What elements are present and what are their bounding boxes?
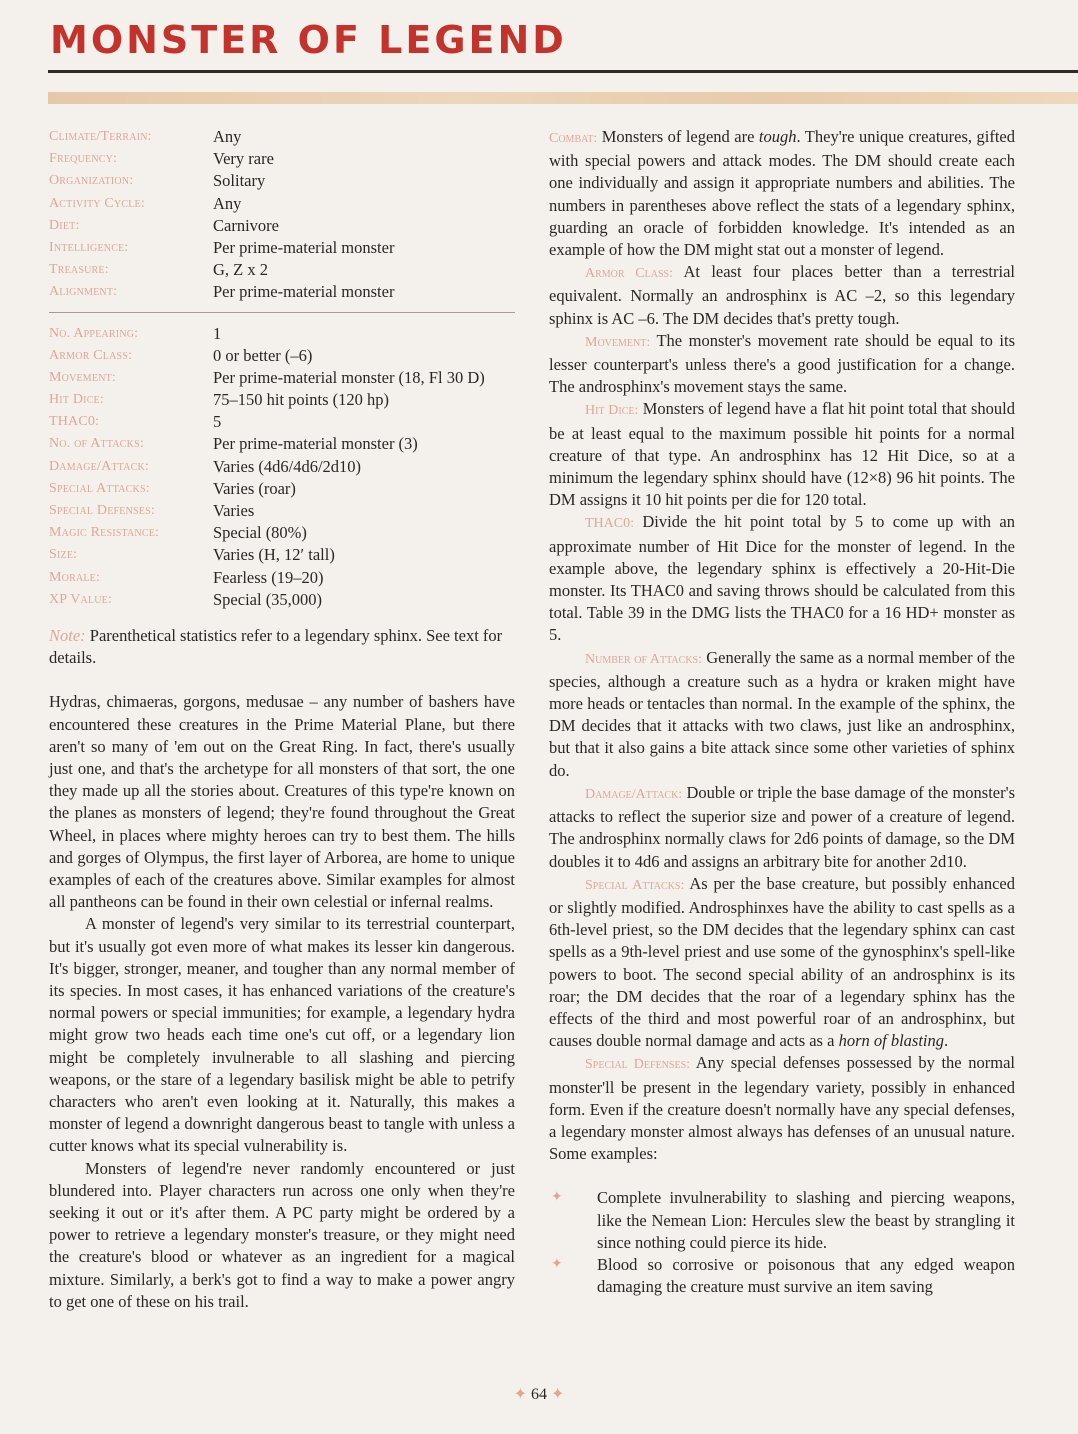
stat-value: Very rare xyxy=(213,149,274,169)
stat-label: Magic Resistance: xyxy=(49,525,160,541)
stat-label: Treasure: xyxy=(49,262,109,278)
stat-label: Movement: xyxy=(49,369,117,385)
stat-value: Varies (roar) xyxy=(213,478,296,498)
rules-paragraph xyxy=(549,511,1015,646)
intro-paragraph: Hydras, chimaeras, gorgons, medusae – any number of bashers have encountered these creatures in the Prime Material Plane, but there aren't so many of 'em out on the Great Ring. In fact, there's usually just one, and that's the archetype for all monsters of that sort, the one they made up all the stories about. Creatures of this type're known on the planes as monsters of legend; they're found throughout the Great Wheel, in places where mighty heroes can try to best them. The hills and gorges of Olympus, the first layer of Arborea, are home to unique examples of each of the creatures above. Similar examples for almost all pantheons can be found in their own celestial or infernal realms. xyxy=(49,692,515,912)
stat-block-combat xyxy=(49,323,515,611)
section-text: At least four places better than a terrestrial equivalent. Normally an androsphinx is AC –2, so this legendary sphinx is AC –6. The DM decides that's pretty tough. xyxy=(549,262,1016,328)
stat-label: Hit Dice: xyxy=(49,392,104,408)
rules-paragraph xyxy=(549,873,1015,1053)
section-text: Any special defenses possessed by the normal monster'll be present in the legendary variety, possibly in enhanced form. Even if the creature doesn't normally have any special defenses, a legendary monster almost always has defenses of an unusual nature. Some examples: xyxy=(549,1053,1015,1164)
stat-row xyxy=(49,500,515,522)
stat-value: Per prime-material monster (3) xyxy=(213,434,418,454)
stat-label: Diet: xyxy=(49,217,80,233)
stat-row xyxy=(49,456,515,478)
stat-row xyxy=(49,215,515,237)
page-title: MONSTER OF LEGEND xyxy=(50,18,567,62)
section-label: Special Attacks: xyxy=(585,877,685,893)
stat-value: Per prime-material monster xyxy=(213,237,395,257)
section-text: Divide the hit point total by 5 to come up with an approximate number of Hit Dice for the monster of legend. In the example above, the legendary sphinx is effectively a 20-Hit-Die monster. Its THAC0 and saving throws should be calculated from this total. Table 39 in the DMG lists the THAC0 for a 16 HD+ monster as 5. xyxy=(549,512,1015,645)
section-text: . They're unique creatures, gifted with special powers and attack modes. The DM should create each one individually and assign it appropriate numbers and abilities. The numbers in parentheses above reflect the stats of a legendary sphinx, guarding an oracle of forbidden knowledge. It's intended as an example of how the DM might stat out a monster of legend. xyxy=(549,127,1015,260)
section-label: Hit Dice: xyxy=(585,403,639,419)
stat-block-general xyxy=(49,126,515,304)
stat-row xyxy=(49,433,515,455)
stat-value: Per prime-material monster xyxy=(213,282,395,302)
section-text: Double or triple the base damage of the monster's attacks to reflect the superior size and power of a creature of legend. The androsphinx normally claws for 2d6 points of damage, so the DM doubles it to 4d6 and assigns an arbitrary bite for another 2d10. xyxy=(549,782,1015,871)
section-text: The monster's movement rate should be equal to its lesser counterpart's unless there's a good justification for a change. The androsphinx's movement stays the same. xyxy=(549,330,1015,397)
stat-row xyxy=(49,126,515,148)
rules-paragraph xyxy=(549,398,1015,511)
stat-row xyxy=(49,237,515,259)
rules-paragraph xyxy=(549,330,1015,399)
rules-paragraph xyxy=(549,261,1015,330)
stat-row xyxy=(49,148,515,170)
section-emphasis: tough xyxy=(758,127,797,146)
stat-row xyxy=(49,478,515,500)
header-rule xyxy=(48,70,1078,73)
stat-value: Any xyxy=(213,127,242,146)
stat-value: Varies (4d6/4d6/2d10) xyxy=(213,456,362,476)
stat-value: 1 xyxy=(213,323,222,343)
stat-value: G, Z x 2 xyxy=(213,260,268,280)
rules-paragraph xyxy=(549,647,1015,782)
stat-row xyxy=(49,411,515,433)
stat-row xyxy=(49,193,515,215)
stat-label: Morale: xyxy=(49,569,101,585)
section-label: Damage/Attack: xyxy=(585,786,683,802)
bullet-star-icon: ✦ xyxy=(551,1256,563,1272)
stat-value: Per prime-material monster (18, Fl 30 D) xyxy=(213,367,485,387)
stat-value: Fearless (19–20) xyxy=(213,567,324,587)
star-icon: ✦ xyxy=(513,1386,527,1403)
section-label: THAC0: xyxy=(585,516,634,532)
section-text: Monsters of legend are xyxy=(597,127,759,146)
stat-label: Climate/Terrain: xyxy=(49,129,152,144)
stat-label: No. of Attacks: xyxy=(49,436,144,452)
header-band xyxy=(48,92,1078,104)
section-text: Generally the same as a normal member of the species, although a creature such as a hydra or kraken might have more heads or tentacles than normal. In the example of the sphinx, the DM decides that it attacks with two claws, just like an androsphinx, but that it also gains a bite attack since some other varieties of sphinx do. xyxy=(549,647,1015,780)
stat-label: Special Defenses: xyxy=(49,503,155,518)
rules-paragraph xyxy=(549,126,1015,261)
section-label: Special Defenses: xyxy=(585,1057,691,1073)
stat-value: Varies (H, 12′ tall) xyxy=(213,545,335,565)
section-label: Movement: xyxy=(585,334,651,350)
stat-label: Frequency: xyxy=(49,151,118,167)
section-label: Armor Class: xyxy=(585,266,673,282)
stat-value: 0 or better (–6) xyxy=(213,345,313,365)
stat-value: Carnivore xyxy=(213,215,279,235)
section-text: . xyxy=(944,1031,949,1051)
section-text: Monsters of legend have a flat hit point total that should be at least equal to the maximum possible hit points for a normal creature of that type. An androsphinx has 12 Hit Dice, so at a minimum the legendary sphinx should have (12×8) 96 hit points. The DM assigns it 10 hit points per die for 120 total. xyxy=(549,399,1015,510)
stat-label: Damage/Attack: xyxy=(49,458,149,474)
stat-value: 75–150 hit points (120 hp) xyxy=(213,390,389,410)
rules-paragraph xyxy=(549,1052,1015,1165)
stat-label: Special Attacks: xyxy=(49,480,150,496)
encounter-paragraph: Monsters of legend're never randomly encountered or just blundered into. Player characters run across one only when they're seeking it out or it's after them. A PC party might be ordered by a power to retrieve a legendary monster's treasure, or they might need the creature's blood or whatever as an ingredient for a magical mixture. Similarly, a berk's got to find a way to make a power angry to get one of these on his trail. xyxy=(49,1158,515,1311)
stat-row xyxy=(49,367,515,389)
stat-label: Size: xyxy=(49,547,78,563)
stat-label: XP Value: xyxy=(49,591,113,607)
star-icon: ✦ xyxy=(551,1386,565,1403)
bullet-star-icon: ✦ xyxy=(551,1190,563,1206)
note-label: Note: xyxy=(49,625,86,645)
rules-sections xyxy=(549,126,1015,1165)
left-column xyxy=(49,126,515,1313)
stat-label: THAC0: xyxy=(49,414,100,430)
section-emphasis: horn of blasting xyxy=(838,1031,944,1051)
stat-row xyxy=(49,589,515,611)
stat-row xyxy=(49,170,515,192)
stat-label: Organization: xyxy=(49,173,134,189)
stat-row xyxy=(49,323,515,345)
stat-label: Alignment: xyxy=(49,284,118,300)
section-text: As per the base creature, but possibly enhanced or slightly modified. Androsphinxes have the ability to cast spells as a 6th-level priest, so the DM decides that the legendary sphinx can cast spells as a 9th-level priest and use some of the gynosphinx's spell-like powers to boot. The second special ability of an androsphinx is its roar; the DM decides that the roar of a legendary sphinx has the effects of the third and most powerful roar of an androsphinx, but causes double normal damage and acts as a xyxy=(549,873,1015,1051)
bullet-item xyxy=(549,1254,1015,1298)
bullet-text: Blood so corrosive or poisonous that any edged weapon damaging the creature must survive an item saving xyxy=(597,1254,1015,1297)
note-text: Parenthetical statistics refer to a legendary sphinx. See text for details. xyxy=(49,625,503,668)
stat-row xyxy=(49,281,515,303)
page-number: 64 xyxy=(531,1386,547,1403)
stat-label: Activity Cycle: xyxy=(49,195,145,211)
stat-label: Armor Class: xyxy=(49,347,133,363)
bullet-text: Complete invulnerability to slashing and piercing weapons, like the Nemean Lion: Hercules slew the beast by strangling it since nothing could pierce its hide. xyxy=(597,1188,1015,1252)
stat-row xyxy=(49,345,515,367)
rules-paragraph xyxy=(549,782,1015,873)
stat-row xyxy=(49,389,515,411)
stat-row xyxy=(49,544,515,566)
stat-row xyxy=(49,522,515,544)
bullet-item xyxy=(549,1187,1015,1254)
stat-value: Special (35,000) xyxy=(213,589,323,609)
stat-value: Varies xyxy=(213,501,255,520)
stat-value: 5 xyxy=(213,412,222,432)
right-column xyxy=(549,126,1015,1298)
stat-label: No. Appearing: xyxy=(49,325,139,341)
page-footer xyxy=(0,1384,1078,1404)
section-label: Combat: xyxy=(549,131,598,146)
description-paragraph: A monster of legend's very similar to its terrestrial counterpart, but it's usually got even more of what makes its lesser kin dangerous. It's bigger, stronger, meaner, and tougher than any normal member of its species. In most cases, it has enhanced variations of the creature's normal powers or special immunities; for example, a legendary hydra might grow two heads each time one's cut off, or a legendary lion might be completely invulnerable to all slashing and piercing weapons, or the stare of a legendary basilisk might be able to petrify characters who aren't even looking at it. Naturally, this makes a monster of legend a downright dangerous beast to tangle with unless a cutter knows what its special vulnerability is. xyxy=(49,914,515,1156)
stat-row xyxy=(49,259,515,281)
stat-divider xyxy=(49,312,515,313)
stat-value: Any xyxy=(213,193,242,213)
stat-value: Special (80%) xyxy=(213,523,307,543)
stat-row xyxy=(49,567,515,589)
stat-value: Solitary xyxy=(213,171,266,191)
stat-label: Intelligence: xyxy=(49,239,129,255)
section-label: Number of Attacks: xyxy=(585,651,702,667)
stat-note xyxy=(49,625,515,669)
